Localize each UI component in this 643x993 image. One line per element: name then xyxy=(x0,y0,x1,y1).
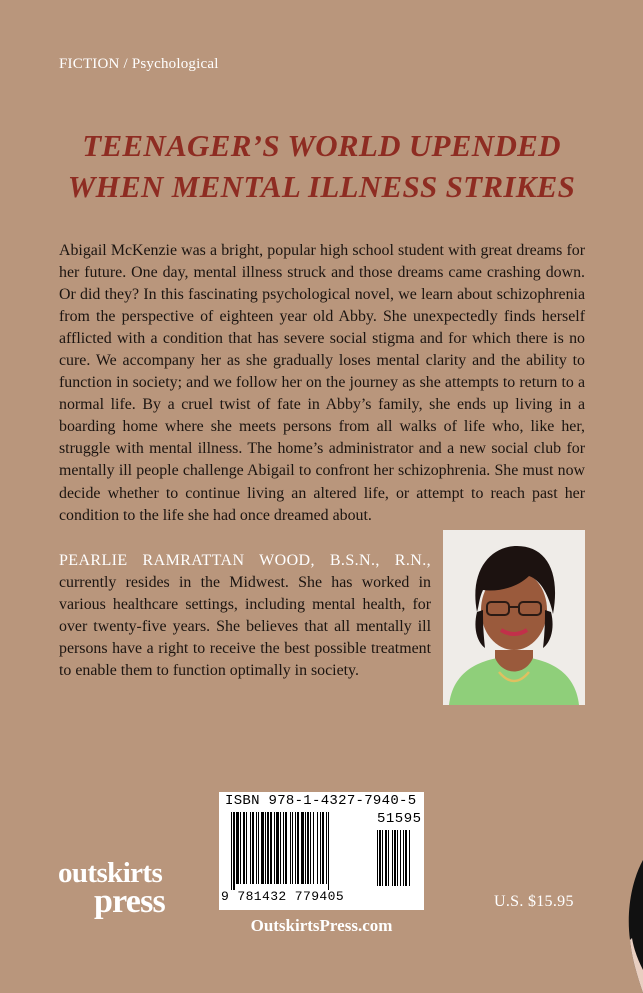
ean-digits: 9 781432 779405 xyxy=(221,889,345,904)
headline-line-2: WHEN MENTAL ILLNESS STRIKES xyxy=(67,169,576,204)
publisher-logo xyxy=(58,857,188,919)
author-bio-text: currently resides in the Midwest. She has worked in various healthcare settings, including mental health, for over twenty-five years. She believes that all mentally ill persons have a right to receive the best possible treatment to enable them to function optimally in society. xyxy=(59,574,431,680)
author-bio xyxy=(59,550,431,682)
retail-price: U.S. $15.95 xyxy=(494,893,574,910)
headline-line-1: TEENAGER’S WORLD UPENDED xyxy=(82,128,561,163)
price-code: 51595 xyxy=(377,811,422,827)
publisher-logo-line-2: press xyxy=(94,883,165,920)
isbn-barcode xyxy=(219,792,424,910)
author-photo xyxy=(443,530,585,705)
synopsis-paragraph: Abigail McKenzie was a bright, popular high school student with great dreams for her future. One day, mental illness struck and those dreams came crashing down. Or did they? In this fascinating psychological novel, we learn about schizophrenia from the perspective of eighteen year old Abby. She unexpectedly finds herself afflicted with a condition that has severe social stigma and for which there is no cure. We accompany her as she gradually loses mental clarity and the ability to function in society; and we follow her on the journey as she attempts to return to a normal life. By a cruel twist of fate in Abby’s family, she ends up living in a boarding home where she meets persons from all walks of life who, like her, struggle with mental illness. The home’s administrator and a new social club for mentally ill people challenge Abigail to confront her schizophrenia. She must now decide whether to continue living an altered life, or attempt to reach past her condition to the life she had once dreamed about. xyxy=(59,242,585,524)
author-portrait-illustration xyxy=(443,530,585,705)
publisher-logo-line-1: outskirts xyxy=(58,857,163,889)
category-label: FICTION / Psychological xyxy=(59,56,219,72)
publisher-website: OutskirtsPress.com xyxy=(250,916,393,935)
edge-silhouette-icon xyxy=(622,860,643,993)
headline xyxy=(30,125,613,207)
isbn-number: ISBN 978-1-4327-7940-5 xyxy=(225,793,417,809)
author-name: PEARLIE RAMRATTAN WOOD, B.S.N., R.N., xyxy=(59,552,431,569)
